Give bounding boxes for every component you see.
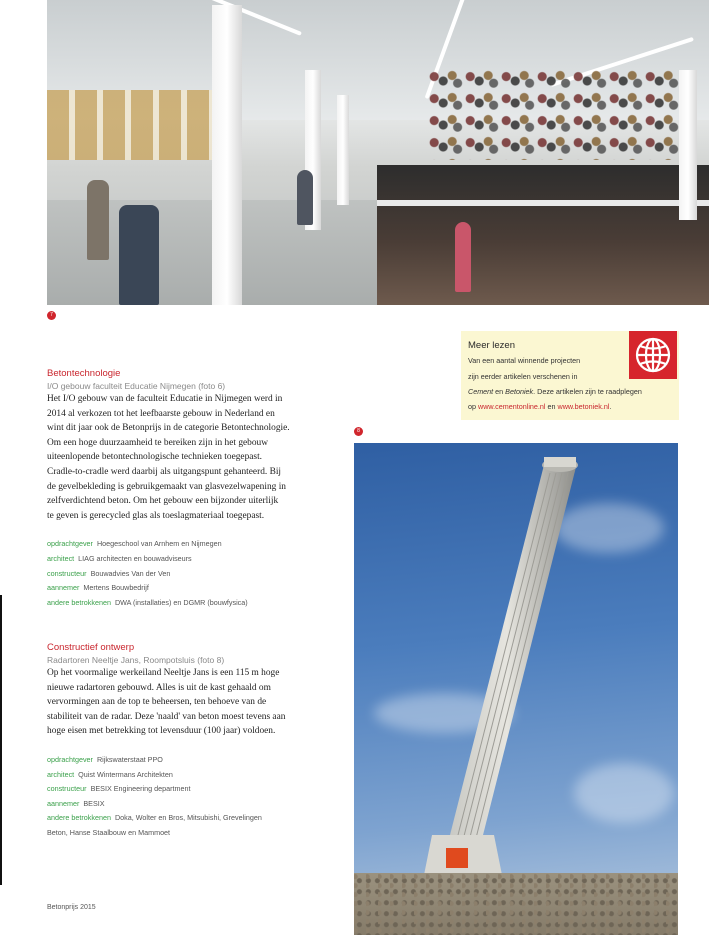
person-figure (119, 205, 159, 305)
section-subheading: Radartoren Neeltje Jans, Roompotsluis (foto 8) (47, 655, 225, 665)
photo-radar-tower (354, 443, 678, 935)
section-heading: Constructief ontwerp (47, 642, 135, 653)
photo-railing (377, 200, 709, 206)
photo-number-marker: 8 (354, 427, 363, 436)
meer-lezen-line: zijn eerder artikelen verschenen in (468, 372, 578, 381)
credits-list (47, 537, 317, 610)
page-footer: Betonprijs 2015 (47, 904, 96, 911)
page-edge-bar (0, 595, 2, 885)
meer-lezen-line: Cement en Betoniek. Deze artikelen zijn te raadplegen (468, 387, 642, 396)
betoniek-link[interactable]: www.betoniek.nl (557, 402, 610, 411)
meer-lezen-title: Meer lezen (468, 340, 515, 351)
wall-frames (47, 90, 222, 160)
section-subheading: I/O gebouw faculteit Educatie Nijmegen (foto 6) (47, 381, 226, 391)
credit-continuation: Beton, Hanse Staalbouw en Mammoet (47, 827, 171, 837)
person-figure (455, 222, 471, 292)
credit-row: architect Quist Wintermans Architekten (47, 769, 173, 779)
person-figure (297, 170, 313, 225)
cementonline-link[interactable]: www.cementonline.nl (478, 402, 546, 411)
credit-row: aannemer BESIX (47, 798, 105, 808)
section-body: Het I/O gebouw van de faculteit Educatie in Nijmegen werd in 2014 al verkozen tot het leefbaarste gebouw in Nederland en wint dit jaar ook de Betonprijs in de categorie Betontechnologie. Om een hoge duurzaamheid te bereiken zijn in het gebouw uiteenlopende betontechnologische technieken toegepast. Cradle-to-cradle werd daarbij als uitgangspunt gehanteerd. Bij de gevelbekleding is gebruikgemaakt van glasvezelwapening in zelfverdichtend beton. Om het gebouw een bijzonder uiterlijk te geven is gerecycled glas als toeslagmateriaal toegepast. (47, 394, 290, 521)
section-betontechnologie (47, 368, 317, 610)
photo-column (212, 5, 242, 305)
meer-lezen-line: op www.cementonline.nl en www.betoniek.nl. (468, 402, 612, 411)
credit-row: opdrachtgever Hoegeschool van Arnhem en Nijmegen (47, 539, 222, 549)
credit-row: constructeur Bouwadvies Van der Ven (47, 568, 171, 578)
photo-ground (354, 873, 678, 935)
credit-row: constructeur BESIX Engineering department (47, 784, 191, 794)
section-constructief-ontwerp (47, 642, 317, 841)
photo-museum-interior (47, 0, 709, 305)
credit-row: andere betrokkenen Doka, Wolter en Bros, Mitsubishi, Grevelingen (47, 813, 262, 823)
photo-column (679, 70, 697, 220)
section-heading: Betontechnologie (47, 368, 121, 379)
credit-row: andere betrokkenen DWA (installaties) en DGMR (bouwfysica) (47, 597, 248, 607)
meer-lezen-line: Van een aantal winnende projecten (468, 356, 581, 365)
credit-row: architect LIAG architecten en bouwadviseurs (47, 553, 192, 563)
credits-list (47, 753, 317, 841)
credit-row: aannemer Mertens Bouwbedrijf (47, 583, 149, 593)
hanging-objects (427, 70, 687, 160)
person-figure (87, 180, 109, 260)
credit-row: opdrachtgever Rijkswaterstaat PPO (47, 754, 163, 764)
globe-icon (629, 331, 677, 379)
section-body: Op het voormalige werkeiland Neeltje Jans is een 115 m hoge nieuwe radartoren gebouwd. Alles is uit de kast gehaald om vervormingen aan de top te beheersen, ten behoeve van de stabiliteit van de radar. Deze 'naald' van beton moest tevens aan hoge eisen met betrekking tot levensduur (100 jaar) voldoen. (47, 668, 286, 737)
photo-balcony (377, 165, 709, 305)
tower-shape (354, 443, 678, 935)
photo-column (337, 95, 349, 205)
photo-number-marker: 7 (47, 311, 56, 320)
meer-lezen-box (461, 331, 679, 420)
